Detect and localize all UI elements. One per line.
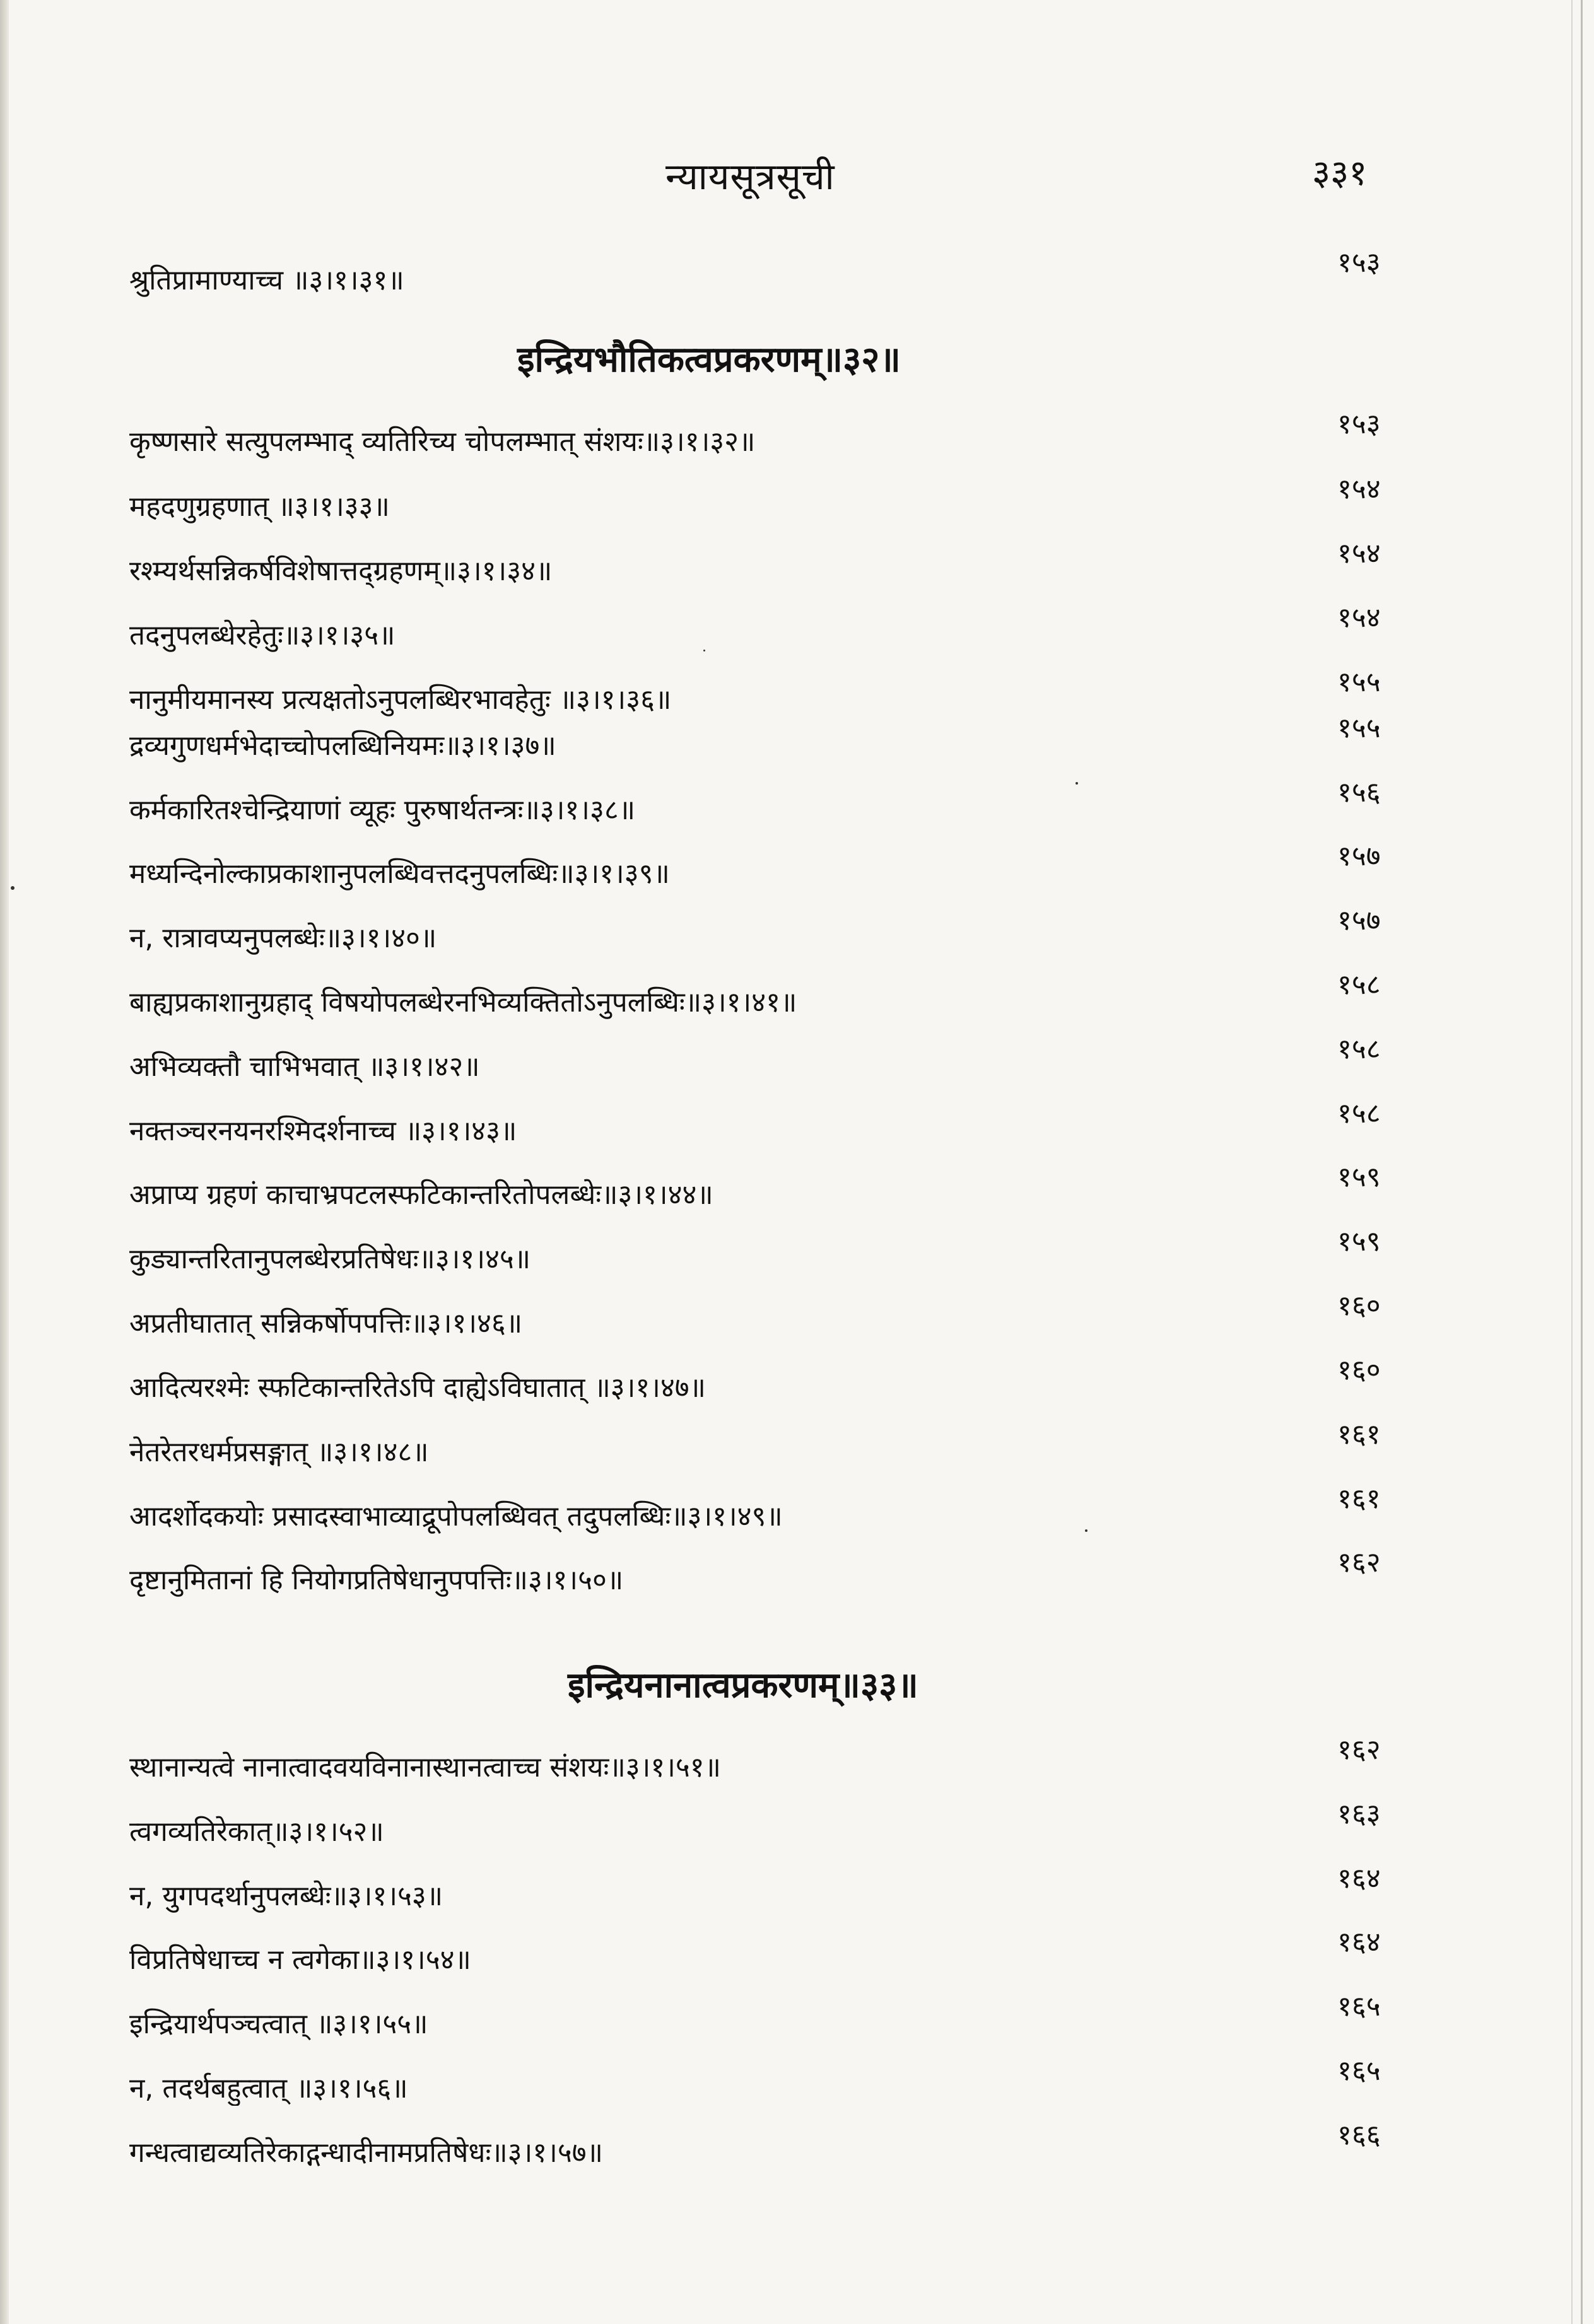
sutra-text: नेतरेतरधर्मप्रसङ्गात् ॥३।१।४८॥	[129, 1436, 429, 1468]
sutra-text: न, तदर्थबहुत्वात् ॥३।१।५६॥	[129, 2072, 408, 2105]
sutra-text: इन्द्रियार्थपञ्चत्वात् ॥३।१।५५॥	[129, 2008, 428, 2040]
page-ref: १५९	[1337, 1161, 1381, 1193]
list-item	[129, 1161, 1416, 1225]
margin-rule	[1581, 0, 1583, 2324]
page-ref: १६४	[1337, 1862, 1381, 1895]
page-ref: १५८	[1337, 1097, 1381, 1130]
sutra-text: अभिव्यक्तौ चाभिभवात् ॥३।१।४२॥	[129, 1051, 480, 1083]
list-item	[129, 969, 1416, 1032]
section-heading: इन्द्रियनानात्वप्रकरणम्॥३३॥	[568, 1665, 918, 1706]
page-ref: १५३	[1337, 408, 1381, 440]
sutra-text: तदनुपलब्धेरहेतुः॥३।१।३५॥	[129, 619, 396, 651]
page-ref: १५९	[1337, 1225, 1381, 1258]
sutra-text: बाह्यप्रकाशानुग्रहाद् विषयोपलब्धेरनभिव्यक्तितोऽनुपलब्धिः॥३।१।४१॥	[129, 986, 797, 1019]
list-item	[129, 602, 1416, 665]
list-item	[129, 1734, 1416, 1797]
sutra-text: आदर्शोदकयोः प्रसादस्वाभाव्याद्रूपोपलब्धिवत् तदुपलब्धिः॥३।१।४९॥	[129, 1500, 783, 1533]
list-item	[129, 408, 1416, 472]
sutra-text: गन्धत्वाद्यव्यतिरेकाद्गन्धादीनामप्रतिषेधः॥३।१।५७॥	[129, 2137, 603, 2169]
list-item	[129, 247, 1416, 310]
page-ref: १५३	[1337, 247, 1381, 279]
page-ref: १६५	[1337, 1990, 1381, 2023]
page-ref: १६२	[1337, 1734, 1381, 1766]
list-item	[129, 473, 1416, 537]
list-item	[129, 1990, 1416, 2054]
page-binding-edge	[0, 0, 9, 2324]
sutra-text: नानुमीयमानस्य प्रत्यक्षतोऽनुपलब्धिरभावहेतुः ॥३।१।३६॥	[129, 684, 672, 716]
page-ref: १६०	[1337, 1354, 1381, 1386]
page-ref: १६१	[1337, 1418, 1381, 1451]
list-item	[129, 2119, 1416, 2183]
page-ref: १६१	[1337, 1483, 1381, 1515]
sutra-text: न, युगपदर्थानुपलब्धेः॥३।१।५३॥	[129, 1880, 443, 1912]
list-item	[129, 1546, 1416, 1610]
sutra-text: कर्मकारितश्चेन्द्रियाणां व्यूहः पुरुषार्थतन्त्रः॥३।१।३८॥	[129, 794, 636, 826]
page-number: ३३१	[1312, 153, 1368, 194]
scan-speck	[1085, 1529, 1087, 1532]
margin-rule-inner	[1571, 0, 1573, 2324]
page-ref: १६०	[1337, 1290, 1381, 1322]
list-item	[129, 904, 1416, 968]
sutra-text: मध्यन्दिनोल्काप्रकाशानुपलब्धिवत्तदनुपलब्धिः॥३।१।३९॥	[129, 858, 670, 890]
page-ref: १५४	[1337, 602, 1381, 634]
page-ref: १५४	[1337, 473, 1381, 505]
sutra-text: कृष्णसारे सत्युपलम्भाद् व्यतिरिच्य चोपलम्भात् संशयः॥३।१।३२॥	[129, 426, 756, 458]
list-item	[129, 1097, 1416, 1161]
sutra-text: विप्रतिषेधाच्च न त्वगेका॥३।१।५४॥	[129, 1944, 471, 1976]
page-ref: १५७	[1337, 904, 1381, 937]
page-ref: १५८	[1337, 969, 1381, 1001]
list-item	[129, 1290, 1416, 1353]
page-ref: १६३	[1337, 1798, 1381, 1830]
scan-speck	[703, 650, 705, 651]
sutra-text: नक्तञ्चरनयनरश्मिदर्शनाच्च ॥३।१।४३॥	[129, 1115, 517, 1147]
page-ref: १६४	[1337, 1926, 1381, 1958]
page-ref: १५५	[1337, 712, 1381, 744]
page-ref: १५४	[1337, 537, 1381, 569]
page-ref: १५६	[1337, 776, 1381, 809]
list-item	[129, 1862, 1416, 1926]
sutra-text: अप्रतीघातात् सन्निकर्षोपपत्तिः॥३।१।४६॥	[129, 1307, 523, 1340]
page-ref: १६२	[1337, 1546, 1381, 1579]
list-item	[129, 840, 1416, 904]
scan-speck	[11, 886, 15, 890]
running-header-title: न्यायसूत्रसूची	[665, 155, 835, 198]
list-item	[129, 776, 1416, 840]
list-item	[129, 1225, 1416, 1289]
sutra-text: अप्राप्य ग्रहणं काचाभ्रपटलस्फटिकान्तरितोपलब्धेः॥३।१।४४॥	[129, 1179, 713, 1211]
list-item	[129, 1483, 1416, 1546]
sutra-text: रश्म्यर्थसन्निकर्षविशेषात्तद्ग्रहणम्॥३।१।३४॥	[129, 555, 553, 587]
sutra-text: महदणुग्रहणात् ॥३।१।३३॥	[129, 491, 390, 523]
list-item	[129, 1418, 1416, 1482]
sutra-text: न, रात्रावप्यनुपलब्धेः॥३।१।४०॥	[129, 922, 437, 954]
page-ref: १५८	[1337, 1033, 1381, 1065]
page-ref: १६६	[1337, 2119, 1381, 2151]
sutra-text: द्रव्यगुणधर्मभेदाच्चोपलब्धिनियमः॥३।१।३७॥	[129, 730, 556, 762]
page-ref: १५५	[1337, 666, 1381, 698]
section-heading: इन्द्रियभौतिकत्वप्रकरणम्॥३२॥	[517, 339, 901, 380]
list-item	[129, 2055, 1416, 2118]
list-item	[129, 1798, 1416, 1862]
list-item	[129, 1033, 1416, 1097]
list-item	[129, 712, 1416, 776]
sutra-text: दृष्टानुमितानां हि नियोगप्रतिषेधानुपपत्तिः॥३।१।५०॥	[129, 1564, 624, 1596]
sutra-text: आदित्यरश्मेः स्फटिकान्तरितेऽपि दाह्येऽविघातात् ॥३।१।४७॥	[129, 1372, 706, 1404]
sutra-text: श्रुतिप्रामाण्याच्च ॥३।१।३१॥	[129, 264, 404, 296]
list-item	[129, 666, 1416, 730]
list-item	[129, 1354, 1416, 1418]
list-item	[129, 537, 1416, 601]
sutra-text: कुड्यान्तरितानुपलब्धेरप्रतिषेधः॥३।१।४५॥	[129, 1243, 531, 1275]
page-ref: १५७	[1337, 840, 1381, 872]
sutra-text: स्थानान्यत्वे नानात्वादवयविनानास्थानत्वाच्च संशयः॥३।१।५१॥	[129, 1751, 722, 1784]
page-ref: १६५	[1337, 2055, 1381, 2087]
sutra-text: त्वगव्यतिरेकात्॥३।१।५२॥	[129, 1816, 384, 1848]
list-item	[129, 1926, 1416, 1990]
scan-speck	[1075, 782, 1078, 785]
